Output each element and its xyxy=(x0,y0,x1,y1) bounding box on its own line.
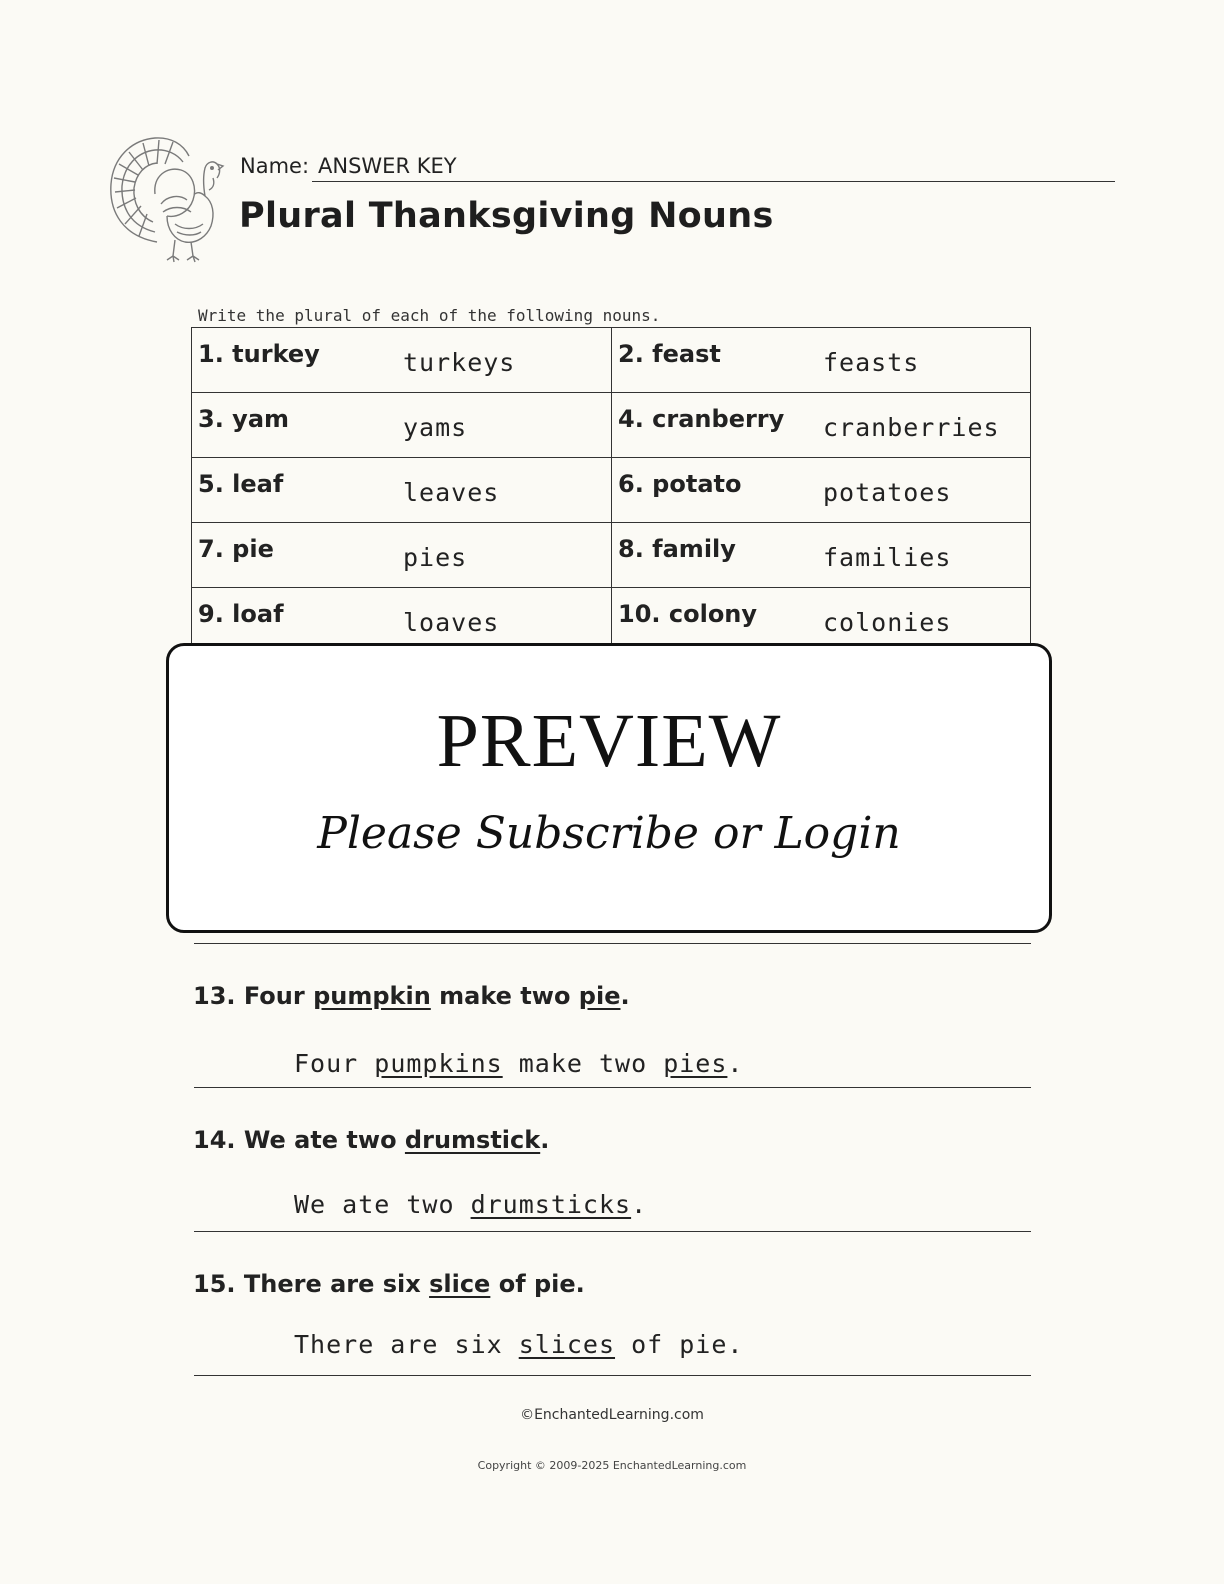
noun-word: 8. family xyxy=(618,535,736,563)
preview-overlay[interactable] xyxy=(166,643,1052,933)
noun-plural: pies xyxy=(403,543,468,572)
sentence-question: 15. There are six slice of pie. xyxy=(193,1270,585,1298)
noun-word: 6. potato xyxy=(618,470,742,498)
noun-plural: families xyxy=(823,543,952,572)
noun-word: 5. leaf xyxy=(198,470,284,498)
name-field[interactable]: ANSWER KEY xyxy=(318,154,457,178)
sentence-question: 14. We ate two drumstick. xyxy=(193,1126,550,1154)
noun-plural: loaves xyxy=(403,608,500,637)
answer-line xyxy=(194,1375,1031,1376)
table-cell xyxy=(192,328,612,393)
noun-plural: yams xyxy=(403,413,468,442)
noun-word: 10. colony xyxy=(618,600,758,628)
table-cell xyxy=(612,393,1031,458)
footer-copyright: Copyright © 2009-2025 EnchantedLearning.com xyxy=(477,1459,747,1472)
sentence-question: 13. Four pumpkin make two pie. xyxy=(193,982,630,1010)
noun-word: 2. feast xyxy=(618,340,721,368)
table-cell xyxy=(192,458,612,523)
table-cell xyxy=(192,393,612,458)
name-underline xyxy=(312,181,1115,182)
noun-plural: colonies xyxy=(823,608,952,637)
name-label: Name: xyxy=(240,154,310,178)
sentence-answer: We ate two drumsticks. xyxy=(294,1190,648,1219)
table-row xyxy=(192,458,1031,523)
table-row xyxy=(192,523,1031,588)
noun-plural: potatoes xyxy=(823,478,952,507)
turkey-icon xyxy=(105,132,227,270)
noun-word: 3. yam xyxy=(198,405,290,433)
table-cell xyxy=(612,328,1031,393)
preview-title: PREVIEW xyxy=(436,699,782,783)
instructions: Write the plural of each of the following nouns. xyxy=(198,306,661,325)
noun-plural: feasts xyxy=(823,348,920,377)
subscribe-login-link[interactable]: Please Subscribe or Login xyxy=(317,808,901,859)
page-title: Plural Thanksgiving Nouns xyxy=(239,196,774,236)
noun-plural: cranberries xyxy=(823,413,1000,442)
answer-line xyxy=(194,1231,1031,1232)
noun-plural: leaves xyxy=(403,478,500,507)
table-row xyxy=(192,328,1031,393)
table-row xyxy=(192,393,1031,458)
table-cell xyxy=(612,458,1031,523)
table-cell xyxy=(192,523,612,588)
divider xyxy=(194,943,1031,944)
noun-word: 4. cranberry xyxy=(618,405,785,433)
sentence-answer: Four pumpkins make two pies. xyxy=(294,1049,744,1078)
noun-word: 1. turkey xyxy=(198,340,320,368)
answer-line xyxy=(194,1087,1031,1088)
sentence-answer: There are six slices of pie. xyxy=(294,1330,744,1359)
noun-word: 7. pie xyxy=(198,535,274,563)
nouns-table xyxy=(191,327,1031,653)
table-cell xyxy=(612,523,1031,588)
footer-brand: ©EnchantedLearning.com xyxy=(520,1407,704,1423)
noun-plural: turkeys xyxy=(403,348,516,377)
noun-word: 9. loaf xyxy=(198,600,284,628)
